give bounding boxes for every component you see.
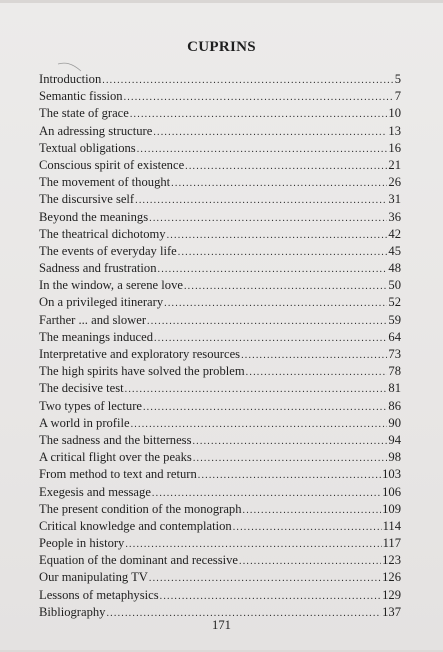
toc-entry-page: 86 bbox=[388, 398, 401, 413]
toc-entry bbox=[39, 587, 401, 604]
toc-entry-page: 129 bbox=[382, 587, 401, 602]
toc-entry-page: 73 bbox=[388, 347, 401, 361]
toc-entry-page: 109 bbox=[382, 501, 401, 516]
toc-entry-page: 42 bbox=[388, 226, 401, 241]
toc-dot-leader bbox=[125, 536, 381, 553]
toc-entry-page: 5 bbox=[394, 72, 401, 86]
toc-entry-page: 45 bbox=[388, 243, 401, 258]
toc-entry-title: The meanings induced bbox=[39, 329, 154, 344]
toc-entry-page: 36 bbox=[388, 209, 401, 224]
toc-dot-leader bbox=[149, 210, 387, 227]
toc-dot-leader bbox=[233, 519, 382, 536]
toc-entry bbox=[39, 294, 401, 311]
toc-entry-title: The sadness and the bitterness bbox=[39, 432, 192, 447]
toc-entry bbox=[39, 552, 401, 569]
toc-entry-title: The events of everyday life bbox=[39, 243, 177, 258]
toc-entry bbox=[39, 363, 401, 380]
toc-dot-leader bbox=[102, 72, 393, 89]
page-title: CUPRINS bbox=[187, 39, 256, 55]
toc-entry-page: 78 bbox=[388, 364, 401, 379]
toc-entry bbox=[39, 449, 401, 466]
table-of-contents bbox=[39, 71, 401, 621]
toc-entry bbox=[39, 71, 401, 88]
toc-entry bbox=[39, 243, 401, 260]
toc-entry-page: 117 bbox=[382, 536, 401, 551]
toc-entry-page: 31 bbox=[388, 192, 401, 207]
toc-dot-leader bbox=[153, 124, 387, 141]
toc-entry-title: Lessons of metaphysics bbox=[39, 587, 159, 602]
toc-dot-leader bbox=[143, 399, 387, 416]
toc-entry bbox=[39, 260, 401, 277]
toc-dot-leader bbox=[135, 192, 387, 209]
toc-entry bbox=[39, 535, 401, 552]
toc-entry-title: An adressing structure bbox=[39, 123, 153, 138]
toc-entry-title: A critical flight over the peaks bbox=[39, 450, 192, 465]
toc-entry bbox=[39, 329, 401, 346]
toc-entry-title: A world in profile bbox=[39, 415, 130, 430]
toc-entry-title: Bibliography bbox=[39, 604, 106, 619]
toc-entry-title: Interpretative and exploratory resources bbox=[39, 347, 241, 361]
toc-entry bbox=[39, 432, 401, 449]
toc-entry bbox=[39, 277, 401, 294]
toc-entry-title: The theatrical dichotomy bbox=[39, 226, 166, 241]
toc-entry-title: The discursive self bbox=[39, 192, 135, 207]
toc-entry-page: 90 bbox=[388, 415, 401, 430]
toc-entry bbox=[39, 466, 401, 483]
toc-entry-title: The movement of thought bbox=[39, 175, 171, 190]
toc-entry-title: Conscious spirit of existence bbox=[39, 157, 185, 172]
toc-entry-title: Beyond the meanings bbox=[39, 209, 149, 224]
toc-entry-page: 98 bbox=[388, 450, 401, 465]
toc-entry-title: Introduction bbox=[39, 72, 102, 86]
toc-entry-page: 126 bbox=[382, 570, 401, 585]
toc-dot-leader bbox=[184, 278, 387, 295]
toc-entry bbox=[39, 140, 401, 157]
toc-entry-page: 59 bbox=[388, 312, 401, 327]
toc-entry bbox=[39, 380, 401, 397]
toc-entry bbox=[39, 105, 401, 122]
toc-entry bbox=[39, 501, 401, 518]
toc-dot-leader bbox=[147, 313, 387, 330]
toc-entry-title: Our manipulating TV bbox=[39, 570, 148, 585]
toc-entry-page: 13 bbox=[388, 123, 401, 138]
toc-dot-leader bbox=[178, 244, 388, 261]
toc-entry bbox=[39, 398, 401, 415]
toc-dot-leader bbox=[241, 347, 387, 364]
toc-entry bbox=[39, 569, 401, 586]
toc-entry-page: 94 bbox=[388, 432, 401, 447]
toc-entry-page: 137 bbox=[382, 604, 401, 619]
toc-entry-title: On a privileged itinerary bbox=[39, 295, 164, 310]
toc-dot-leader bbox=[193, 450, 388, 467]
toc-entry-page: 52 bbox=[388, 295, 401, 310]
toc-entry-title: Semantic fission bbox=[39, 89, 123, 104]
toc-entry-title: The decisive test bbox=[39, 381, 124, 396]
toc-dot-leader bbox=[198, 467, 381, 484]
toc-dot-leader bbox=[131, 416, 388, 433]
toc-dot-leader bbox=[246, 364, 388, 381]
toc-dot-leader bbox=[149, 570, 381, 587]
toc-entry-title: In the window, a serene love bbox=[39, 278, 183, 293]
toc-entry bbox=[39, 415, 401, 432]
toc-entry-title: Farther ... and slower bbox=[39, 312, 147, 327]
toc-entry bbox=[39, 157, 401, 174]
toc-dot-leader bbox=[125, 381, 388, 398]
toc-entry-title: The high spirits have solved the problem bbox=[39, 364, 245, 379]
toc-dot-leader bbox=[124, 89, 394, 106]
toc-entry-page: 10 bbox=[388, 106, 401, 121]
toc-entry bbox=[39, 484, 401, 501]
page-number: 171 bbox=[212, 618, 231, 632]
toc-entry-title: People in history bbox=[39, 536, 125, 551]
toc-entry-title: Equation of the dominant and recessive bbox=[39, 553, 238, 568]
toc-entry-page: 64 bbox=[388, 329, 401, 344]
toc-dot-leader bbox=[154, 330, 387, 347]
toc-entry-title: Exegesis and message bbox=[39, 484, 151, 499]
toc-entry-page: 50 bbox=[388, 278, 401, 293]
toc-dot-leader bbox=[243, 502, 382, 519]
toc-entry-title: Two types of lecture bbox=[39, 398, 142, 413]
toc-entry-title: Critical knowledge and contemplation bbox=[39, 518, 232, 533]
toc-entry bbox=[39, 191, 401, 208]
toc-entry-title: The present condition of the monograph bbox=[39, 501, 242, 516]
toc-entry bbox=[39, 518, 401, 535]
toc-entry bbox=[39, 226, 401, 243]
toc-entry-title: From method to text and return bbox=[39, 467, 197, 482]
toc-entry bbox=[39, 209, 401, 226]
toc-dot-leader bbox=[158, 261, 388, 278]
toc-entry bbox=[39, 123, 401, 140]
toc-dot-leader bbox=[185, 158, 387, 175]
toc-entry-page: 81 bbox=[388, 381, 401, 396]
toc-dot-leader bbox=[160, 588, 381, 605]
toc-dot-leader bbox=[239, 553, 381, 570]
toc-entry bbox=[39, 88, 401, 105]
toc-dot-leader bbox=[171, 175, 387, 192]
toc-entry-page: 106 bbox=[382, 484, 401, 499]
toc-entry-page: 114 bbox=[382, 518, 401, 533]
toc-entry-title: The state of grace bbox=[39, 106, 129, 121]
toc-entry-page: 103 bbox=[382, 467, 401, 482]
toc-dot-leader bbox=[167, 227, 388, 244]
toc-dot-leader bbox=[164, 295, 387, 312]
toc-entry-title: Sadness and frustration bbox=[39, 261, 157, 276]
toc-entry bbox=[39, 312, 401, 329]
toc-entry-title: Textual obligations bbox=[39, 140, 136, 155]
toc-dot-leader bbox=[152, 485, 381, 502]
toc-dot-leader bbox=[192, 433, 387, 450]
toc-entry-page: 16 bbox=[388, 140, 401, 155]
toc-entry-page: 123 bbox=[382, 553, 401, 568]
scan-edge-top bbox=[0, 0, 443, 3]
toc-entry-page: 26 bbox=[388, 175, 401, 190]
toc-entry-page: 7 bbox=[394, 89, 401, 104]
toc-entry bbox=[39, 174, 401, 191]
toc-dot-leader bbox=[137, 141, 388, 158]
toc-dot-leader bbox=[130, 106, 388, 123]
toc-entry bbox=[39, 346, 401, 363]
toc-entry-page: 21 bbox=[388, 157, 401, 172]
toc-entry-page: 48 bbox=[388, 261, 401, 276]
